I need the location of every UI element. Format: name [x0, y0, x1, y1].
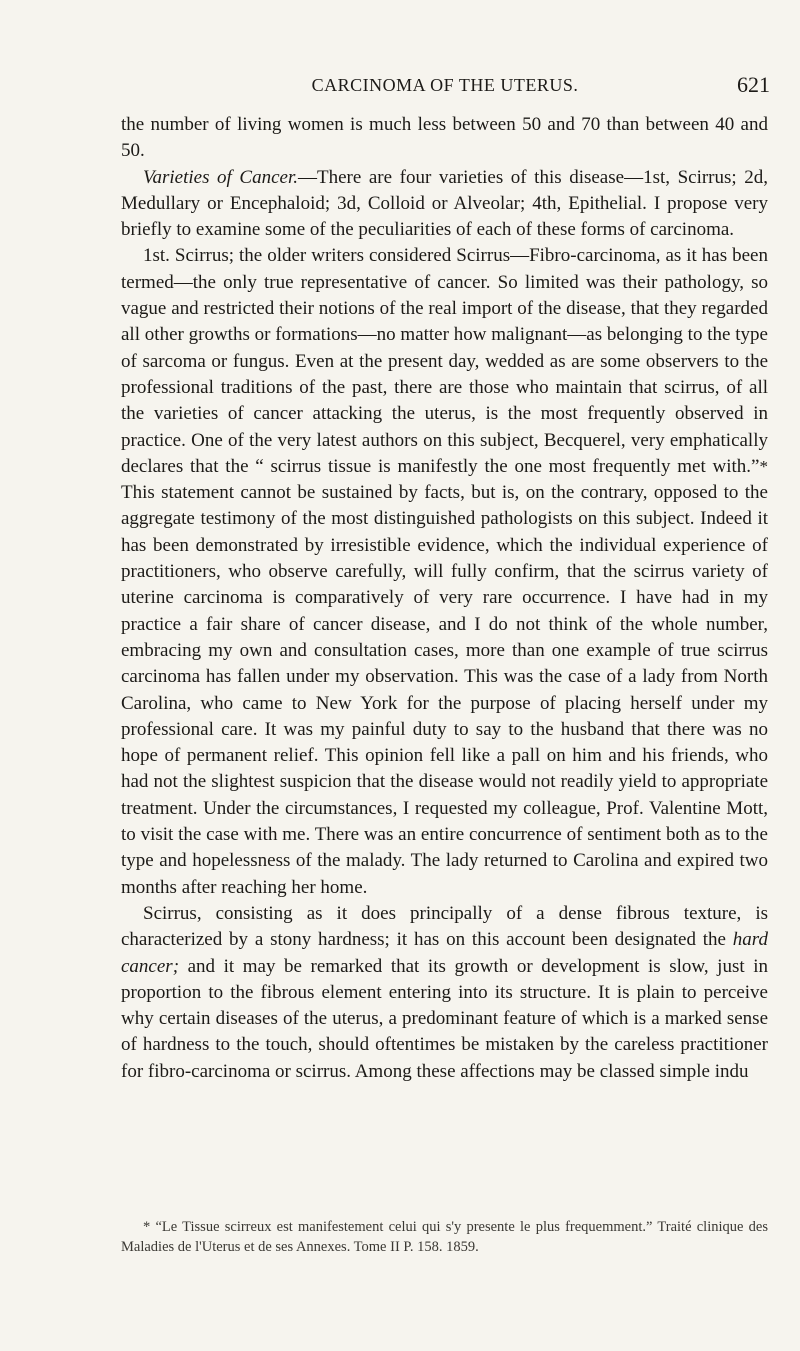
scirrus-text-b: This statement cannot be sustained by facts, but is, on the contrary, opposed to the aggregate testimony of the most distinguished pathologists on this subject. Indeed it has been demonstrated by irresistible evidence, which the individual experience of practitioners, who observe carefully, will fully confirm, that the scirrus variety of uterine carcinoma is comparatively of very rare occurrence. I have had in my practice a fair share of cancer disease, and I do not think of the whole number, embracing my own and consultation cases, more than one example of true scirrus carcinoma has fallen under my observation. This was the case of a lady from North Carolina, who came to New York for the purpose of placing herself under my professional care. It was my painful duty to say to the husband that there was no hope of permanent relief. This opinion fell like a pall on him and his friends, who had not the slightest suspicion that the disease would not readily yield to appropriate treatment. Under the circumstances, I requested my colleague, Prof. Valentine Mott, to visit the case with me. There was an entire concurrence of sentiment both as to the type and hopelessness of the malady. The lady returned to Carolina and expired two months after reaching her home.	[121, 482, 768, 898]
hard-cancer-text-a: Scirrus, consisting as it does principally of a dense fibrous texture, is characterized by a stony hardness; it has on this account been designated the	[121, 902, 768, 951]
body-text	[121, 112, 768, 1085]
varieties-heading: Varieties of Cancer.	[143, 166, 298, 188]
paragraph-scirrus	[121, 243, 768, 900]
footnote-text: * “Le Tissue scirreux est manifestement celui qui s'y presente le plus frequemment.” Traité clinique des Maladies de l'Uterus et de ses Annexes. Tome II P. 158. 1859.	[121, 1219, 768, 1255]
footnote	[121, 1218, 768, 1257]
footnote-reference: *	[759, 456, 768, 476]
hard-cancer-text-b: and it may be remarked that its growth or development is slow, just in proportion to the fibrous element entering into its structure. It is plain to perceive why certain diseases of the uterus, a predominant feature of which is a marked sense of hardness to the touch, should oftentimes be mistaken by the careless practitioner for fibro-carcinoma or scirrus. Among these affections may be classed simple indu	[121, 955, 768, 1082]
paragraph-varieties	[121, 165, 768, 244]
varieties-text: —There are four varieties of this disease—1st, Scirrus; 2d, Medullary or Encephaloid; 3d, Colloid or Alveolar; 4th, Epithelial. I propose very briefly to examine some of the peculiarities of each of these forms of carcinoma.	[121, 166, 768, 241]
page-header	[120, 72, 770, 102]
paragraph-1: the number of living women is much less between 50 and 70 than between 40 and 50.	[121, 114, 768, 162]
scirrus-text-a: 1st. Scirrus; the older writers considered Scirrus—Fibro-carcinoma, as it has been termed—the only true representative of cancer. So limited was their pathology, so vague and restricted their notions of the real import of the disease, that they regarded all other growths or formations—no matter how malignant—as belonging to the type of sarcoma or fungus. Even at the present day, wedded as are some observers to the professional traditions of the past, there are those who maintain that scirrus, of all the varieties of cancer attacking the uterus, is the most frequently observed in practice. One of the very latest authors on this subject, Becquerel, very emphatically declares that the “ scirrus tissue is manifestly the one most frequently met with.”	[121, 245, 768, 477]
hard-cancer-term: hard cancer;	[121, 929, 768, 977]
paragraph-hard-cancer	[121, 901, 768, 1085]
running-title: CARCINOMA OF THE UTERUS.	[311, 75, 579, 95]
page-number: 621	[737, 72, 770, 97]
